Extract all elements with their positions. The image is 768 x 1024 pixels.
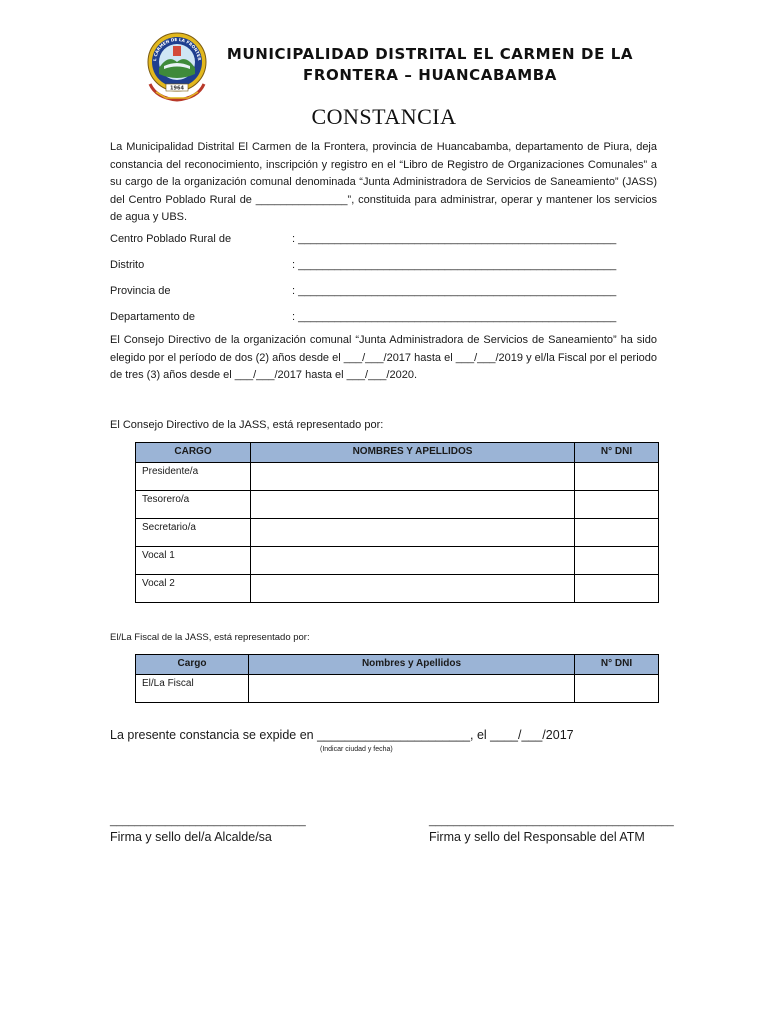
table-row — [136, 575, 659, 603]
expide-hint: (Indicar ciudad y fecha) — [320, 746, 393, 753]
cargo-cell: El/La Fiscal — [136, 675, 249, 703]
nombres-cell[interactable] — [251, 491, 575, 519]
field-blank[interactable]: : ____________________________________________________ — [292, 311, 617, 323]
cargo-cell: Secretario/a — [136, 519, 251, 547]
cargo-cell: Vocal 1 — [136, 547, 251, 575]
signature-label-atm: Firma y sello del Responsable del ATM — [429, 830, 645, 844]
dni-cell[interactable] — [575, 463, 659, 491]
field-centro-poblado[interactable] — [110, 233, 617, 247]
signature-line-atm: ________________________________________ — [429, 815, 674, 827]
fiscal-label: El/La Fiscal de la JASS, está representado por: — [110, 632, 310, 643]
fiscal-table — [135, 654, 659, 703]
field-blank[interactable]: : ____________________________________________________ — [292, 259, 617, 271]
table-row — [136, 491, 659, 519]
municipal-crest-logo — [146, 24, 208, 104]
table-row — [136, 547, 659, 575]
header-cargo: Cargo — [136, 655, 249, 675]
nombres-cell[interactable] — [249, 675, 575, 703]
field-blank[interactable]: : ____________________________________________________ — [292, 285, 617, 297]
cargo-cell: Presidente/a — [136, 463, 251, 491]
period-paragraph: El Consejo Directivo de la organización comunal “Junta Administradora de Servicios de Saneamiento” ha sido elegido por el período de dos (2) años desde el ___/___/2017 hasta el ___/___/2019 y el/la Fiscal por el periodo de tres (3) años desde el ___/___/2017 hasta el ___/___/2020. — [110, 334, 657, 381]
dni-cell[interactable] — [575, 575, 659, 603]
field-distrito[interactable] — [110, 259, 617, 273]
table-row — [136, 519, 659, 547]
table-row — [136, 675, 659, 703]
field-provincia[interactable] — [110, 285, 617, 299]
header-title-line1: MUNICIPALIDAD DISTRITAL EL CARMEN DE LA — [226, 45, 634, 63]
table-header-row — [136, 443, 659, 463]
svg-text:EL CARMEN DE LA FRONTERA: L CARMEN DE LA FRONTER — [152, 36, 202, 62]
consejo-table — [135, 442, 659, 603]
cargo-cell: Tesorero/a — [136, 491, 251, 519]
dni-cell[interactable] — [575, 491, 659, 519]
nombres-cell[interactable] — [251, 575, 575, 603]
nombres-cell[interactable] — [251, 463, 575, 491]
field-departamento[interactable] — [110, 311, 617, 325]
header-nombres: NOMBRES Y APELLIDOS — [251, 443, 575, 463]
header-title-line2: FRONTERA – HUANCABAMBA — [303, 66, 557, 84]
header-cargo: CARGO — [136, 443, 251, 463]
header-dni: N° DNI — [575, 443, 659, 463]
dni-cell[interactable] — [575, 675, 659, 703]
field-blank[interactable]: : ____________________________________________________ — [292, 233, 617, 245]
header-title — [215, 44, 645, 86]
field-label: Departamento de — [110, 311, 195, 323]
header-dni: N° DNI — [575, 655, 659, 675]
svg-text:1964: 1964 — [170, 85, 184, 92]
signature-line-alcalde: ________________________________ — [110, 815, 306, 827]
signature-label-alcalde: Firma y sello del/a Alcalde/sa — [110, 830, 272, 844]
nombres-cell[interactable] — [251, 519, 575, 547]
table-header-row — [136, 655, 659, 675]
expide-statement: La presente constancia se expide en ______________________, el ____/___/2017 — [110, 728, 574, 742]
nombres-cell[interactable] — [251, 547, 575, 575]
header-nombres: Nombres y Apellidos — [249, 655, 575, 675]
dni-cell[interactable] — [575, 547, 659, 575]
consejo-label: El Consejo Directivo de la JASS, está representado por: — [110, 419, 384, 431]
document-title: CONSTANCIA — [311, 104, 457, 129]
intro-paragraph: La Municipalidad Distrital El Carmen de la Frontera, provincia de Huancabamba, departamento de Piura, deja constancia del reconocimiento, inscripción y registro en el “Libro de Registro de Organizaciones Comunales” a su cargo de la organización comunal denominada “Junta Administradora de Servicios de Saneamiento” (JASS) del Centro Poblado Rural de _______________”, constituida para administrar, operar y mantener los servicios de agua y UBS. — [110, 141, 657, 223]
dni-cell[interactable] — [575, 519, 659, 547]
field-label: Distrito — [110, 259, 145, 271]
table-row — [136, 463, 659, 491]
cargo-cell: Vocal 2 — [136, 575, 251, 603]
field-label: Centro Poblado Rural de — [110, 233, 232, 245]
field-label: Provincia de — [110, 285, 171, 297]
